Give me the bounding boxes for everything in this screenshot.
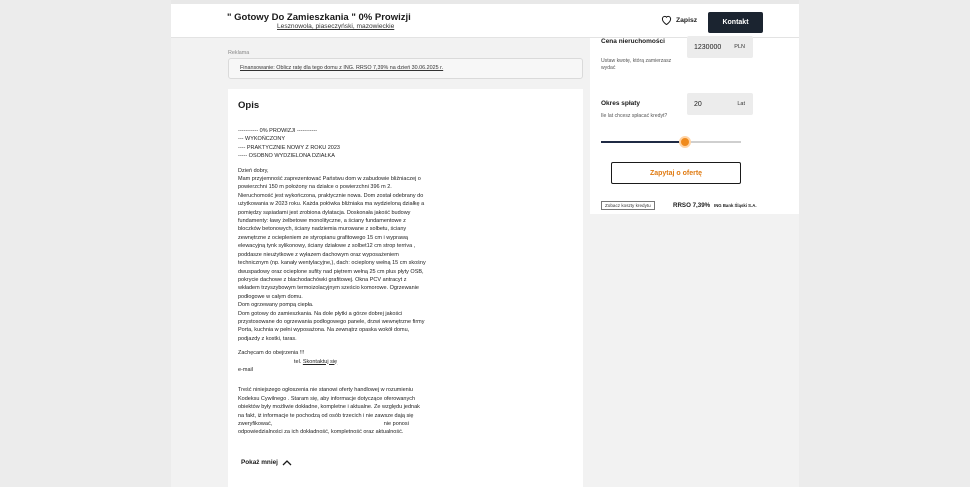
- browser-viewport: [171, 0, 799, 487]
- description-line: pokrycie dachowe z blachodachówki grafitowej. Okna PCV antracyt z: [238, 276, 407, 283]
- disclaimer-split-right: nie ponosi: [383, 421, 409, 427]
- description-line: fundamenty: ławy żelbetowe monolityczne, a ściany fundamentowe z: [238, 218, 406, 225]
- see-credit-costs-button[interactable]: Zobacz koszty kredytu: [601, 201, 655, 210]
- price-unit: PLN: [734, 44, 745, 50]
- ask-offer-button[interactable]: Zapytaj o ofertę: [611, 162, 741, 184]
- header-top-strip: [171, 0, 799, 4]
- show-less-label: Pokaż mniej: [241, 459, 278, 466]
- description-line: elewacyjną tynk sylikonowy, ściany działowe z solbet12 cm strop terriva ,: [238, 243, 416, 250]
- description-line: zewnętrzne z ociepleniem ze styropianu grafitowego 15 cm i wyprawą: [238, 234, 408, 241]
- description-line: Dzień dobry,: [238, 167, 269, 174]
- description-line: ---- PRAKTYCZNIE NOWY Z ROKU 2023: [238, 144, 340, 151]
- description-line: podjazdy z kostki, taras.: [238, 335, 297, 342]
- price-input[interactable]: [687, 36, 753, 58]
- description-line: przystosowane do ogrzewania podłogowego panele, drzwi wewnętrzne firmy: [238, 318, 425, 325]
- ad-banner: [228, 58, 583, 79]
- credit-calculator: [590, 38, 799, 214]
- term-slider-handle[interactable]: [679, 136, 691, 148]
- disclaimer-line: odpowiedzialności za ich dokładność, kompletność oraz aktualność.: [238, 429, 404, 436]
- phone-line: [238, 358, 488, 366]
- listing-header: [171, 0, 799, 38]
- chevron-up-icon: [282, 459, 292, 466]
- listing-title: " Gotowy Do Zamieszkania " 0% Prowizji: [227, 12, 411, 23]
- disclaimer-line: [238, 420, 488, 428]
- description-line: technicznym (np. kanały wentylacyjne,), dach: ocieplony wełną 15 cm skośny: [238, 260, 426, 267]
- disclaimer-line: Treść niniejszego ogłoszenia nie stanowi oferty handlowej w rozumieniu: [238, 387, 413, 394]
- save-label: Zapisz: [676, 16, 698, 24]
- phone-prefix: tel.: [294, 358, 302, 365]
- description-line: dwuspadowy oraz ocieplone sufity nad piętrem wełną 25 cm plus płyty OSB,: [238, 268, 424, 275]
- term-label: Okres spłaty: [601, 100, 641, 107]
- show-less-button[interactable]: [241, 459, 292, 466]
- description-text: [238, 127, 488, 437]
- description-line: ----------- 0% PROWIZJI -----------: [238, 128, 318, 134]
- price-hint: Ustaw kwotę, którą zamierzasz wydać: [601, 58, 672, 71]
- description-line: wkładem trzyszybowym termoizolacyjnym sześcio komorowe. Ogrzewanie: [238, 285, 419, 292]
- email-line: e-mail: [238, 366, 253, 373]
- contact-link[interactable]: Skontaktuj się: [302, 358, 338, 365]
- term-slider-fill: [601, 141, 685, 143]
- term-value: 20: [694, 100, 702, 108]
- description-line: ----- OSOBNO WYDZIELONA DZIAŁKA: [238, 153, 335, 160]
- rrso-value: RRSO 7,39%: [673, 202, 711, 209]
- disclaimer-line: na fakt, iż informacje te pochodzą od osób trzecich i nie zawsze dają się: [238, 412, 414, 419]
- description-line: Nieruchomość jest wykończona, praktycznie nowa. Dom został odebrany do: [238, 192, 424, 199]
- description-line: Porta, kuchnia w pełni wyposażona. Na zewnątrz opaska wokół domu,: [238, 327, 410, 334]
- price-label: Cena nieruchomości: [601, 38, 665, 45]
- description-line: powierzchni 150 m położony na działce o powierzchni 396 m 2.: [238, 184, 392, 191]
- term-hint: Ile lat chcesz spłacać kredyt?: [601, 113, 668, 119]
- ad-financing-link[interactable]: Finansowanie: Oblicz ratę dla tego domu z ING. RRSO 7,39% na dzień 30.06.2025 r.: [240, 65, 444, 71]
- description-line: pomiędzy sąsiadami jest zrobiona dylatacja. Doskonała jakość budowy: [238, 209, 411, 216]
- description-line: podłogowe w całym domu.: [238, 293, 303, 300]
- bank-name: ING Bank Śląski S.A.: [714, 203, 757, 208]
- description-line: Dom gotowy do zamieszkania. Na dole płytki a górze dobrej jakości: [238, 310, 403, 317]
- description-line: Dom ogrzewany pompą ciepła.: [238, 302, 314, 309]
- disclaimer-split-left: zweryfikować,: [238, 421, 273, 427]
- description-line: Mam przyjemność zaprezentować Państwu dom w zabudowie bliźniaczej o: [238, 176, 421, 183]
- save-button[interactable]: [661, 15, 697, 25]
- description-title: Opis: [238, 100, 260, 111]
- description-line: --- WYKOŃCZONY: [238, 136, 286, 143]
- description-section: [228, 89, 583, 487]
- price-value: 1230000: [694, 43, 722, 51]
- term-input[interactable]: [687, 93, 753, 115]
- term-unit: Lat: [737, 101, 745, 107]
- heart-icon: [661, 15, 672, 25]
- description-line: bloczków betonowych, ściany nadziemia murowane z solbetu, ściany: [238, 226, 407, 233]
- listing-address-link[interactable]: Lesznowola, piaseczyński, mazowieckie: [277, 23, 395, 30]
- disclaimer-line: obiektów były możliwie dokładne, kompletne i aktualne. Ze względu jednak: [238, 404, 420, 411]
- description-line: użytkowania w 2023 roku. Każda połówka bliźniaka ma wydzieloną działkę a: [238, 201, 425, 208]
- contact-button[interactable]: Kontakt: [708, 12, 763, 33]
- invite-line: Zachęcam do obejrzenia !!!: [238, 350, 305, 357]
- description-line: poddasze nieużytkowe z wyłazem dachowym oraz wyposażeniem: [238, 251, 399, 258]
- term-slider[interactable]: [601, 141, 741, 143]
- ad-label: Reklama: [228, 50, 250, 56]
- disclaimer-line: Kodeksu Cywilnego . Staram się, aby informacje dotyczące oferowanych: [238, 395, 416, 402]
